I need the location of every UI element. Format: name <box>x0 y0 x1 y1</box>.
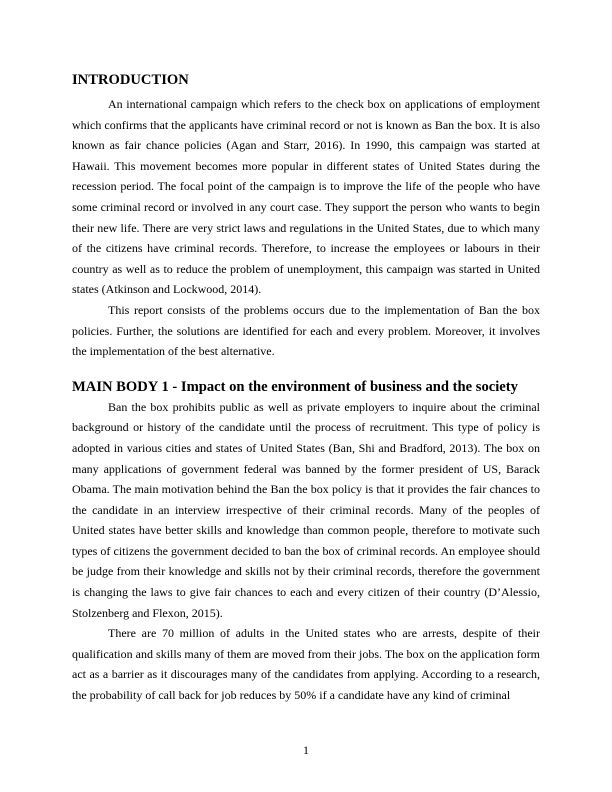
main-body-paragraph-2: There are 70 million of adults in the United states who are arrests, despite of their qualification and skills many of them are moved from their jobs. The box on the application form act as a barrier as it discourages many of the candidates from applying. According to a research, the probability of call back for job reduces by 50% if a candidate have any kind of criminal <box>72 626 540 703</box>
main-body-paragraph-1: Ban the box prohibits public as well as private employers to inquire about the criminal background or history of the candidate until the process of recruitment. This type of policy is adopted in various cities and states of United States (Ban, Shi and Bradford, 2013). The box on many applications of government federal was banned by the former president of US, Barack Obama. The main motivation behind the Ban the box policy is that it provides the fair chances to the candidate in an interview irrespective of their criminal records. Many of the peoples of United states have better skills and knowledge than common people, therefore to motivate such types of citizens the government decided to ban the box of criminal records. An employee should be judge from their knowledge and skills not by their criminal records, therefore the government is changing the laws to give fair chances to each and every citizen of their country (D’Alessio, Stolzenberg and Flexon, 2015). <box>72 399 540 620</box>
section-heading-main-body-1: MAIN BODY 1 - Impact on the environment of business and the society <box>72 378 518 395</box>
introduction-paragraph-2: This report consists of the problems occurs due to the implementation of Ban the box policies. Further, the solutions are identified for each and every problem. Moreover, it involves the implementation of the best alternative. <box>72 302 540 359</box>
page-content <box>72 70 540 706</box>
introduction-paragraph-1: An international campaign which refers to the check box on applications of employment which confirms that the applicants have criminal record or not is known as Ban the box. It is also known as fair chance policies (Agan and Starr, 2016). In 1990, this campaign was started at Hawaii. This movement becomes more popular in different states of United States during the recession period. The focal point of the campaign is to improve the life of the people who have some criminal record or involved in any court case. They support the person who wants to begin their new life. There are very strict laws and regulations in the United States, due to which many of the citizens have criminal records. Therefore, to increase the employees or labours in their country as well as to reduce the problem of unemployment, this campaign was started in United states (Atkinson and Lockwood, 2014). <box>72 97 540 297</box>
page-number: 1 <box>303 743 309 757</box>
section-heading-introduction: INTRODUCTION <box>72 72 189 88</box>
